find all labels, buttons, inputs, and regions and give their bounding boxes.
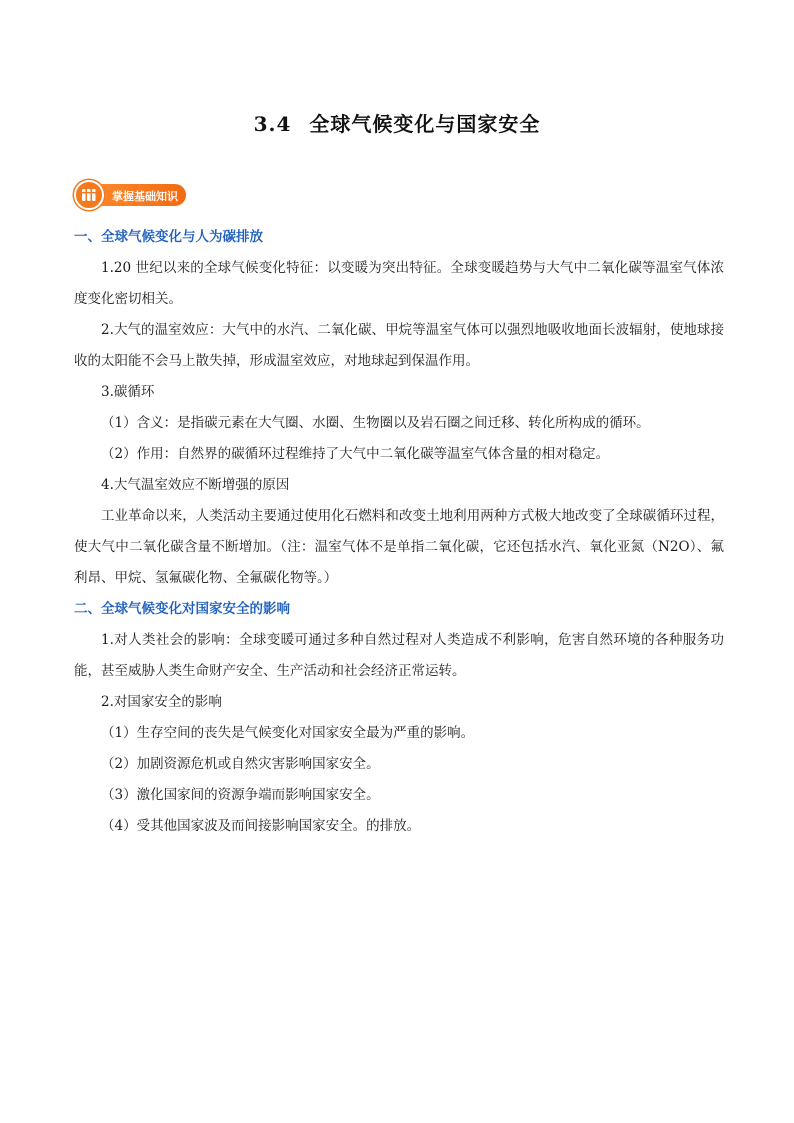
paragraph: 2.大气的温室效应：大气中的水汽、二氧化碳、甲烷等温室气体可以强烈地吸收地面长波辐射，使地球接收的太阳能不会马上散失掉，形成温室效应，对地球起到保温作用。 — [74, 322, 724, 369]
paragraph: （1）生存空间的丧失是气候变化对国家安全最为严重的影响。 — [101, 725, 475, 741]
paragraph: （1）含义：是指碳元素在大气圈、水圈、生物圈以及岩石圈之间迁移、转化所构成的循环。 — [101, 415, 650, 431]
paragraph: 1.20 世纪以来的全球气候变化特征：以变暖为突出特征。全球变暖趋势与大气中二氧化碳等温室气体浓度变化密切相关。 — [74, 260, 724, 307]
title-number: 3.4 — [253, 112, 292, 136]
document-body — [74, 222, 724, 842]
section-heading-1: 一、全球气候变化与人为碳排放 — [74, 229, 263, 245]
paragraph: 3.碳循环 — [101, 384, 155, 400]
paragraph: （2）作用：自然界的碳循环过程维持了大气中二氧化碳等温室气体含量的相对稳定。 — [101, 446, 610, 462]
paragraph: 2.对国家安全的影响 — [101, 694, 222, 710]
paragraph: 4.大气温室效应不断增强的原因 — [101, 477, 290, 493]
section-heading-2: 二、全球气候变化对国家安全的影响 — [74, 601, 290, 617]
books-icon — [74, 180, 104, 210]
badge-label: 掌握基础知识 — [112, 190, 178, 203]
title-text: 全球气候变化与国家安全 — [309, 112, 541, 136]
paragraph: 工业革命以来，人类活动主要通过使用化石燃料和改变土地利用两种方式极大地改变了全球碳循环过程，使大气中二氧化碳含量不断增加。（注：温室气体不是单指二氧化碳，它还包括水汽、氧化亚氮（N2O）、氟利昂、甲烷、氢氟碳化物、全氟碳化物等。） — [74, 508, 724, 586]
section-badge — [74, 180, 186, 210]
paragraph: 1.对人类社会的影响：全球变暖可通过多种自然过程对人类造成不利影响，危害自然环境的各种服务功能，甚至威胁人类生命财产安全、生产活动和社会经济正常运转。 — [74, 632, 724, 679]
paragraph: （3）激化国家间的资源争端而影响国家安全。 — [101, 787, 380, 803]
paragraph: （4）受其他国家波及而间接影响国家安全。的排放。 — [101, 818, 421, 834]
page-title — [0, 108, 794, 137]
paragraph: （2）加剧资源危机或自然灾害影响国家安全。 — [101, 756, 380, 772]
